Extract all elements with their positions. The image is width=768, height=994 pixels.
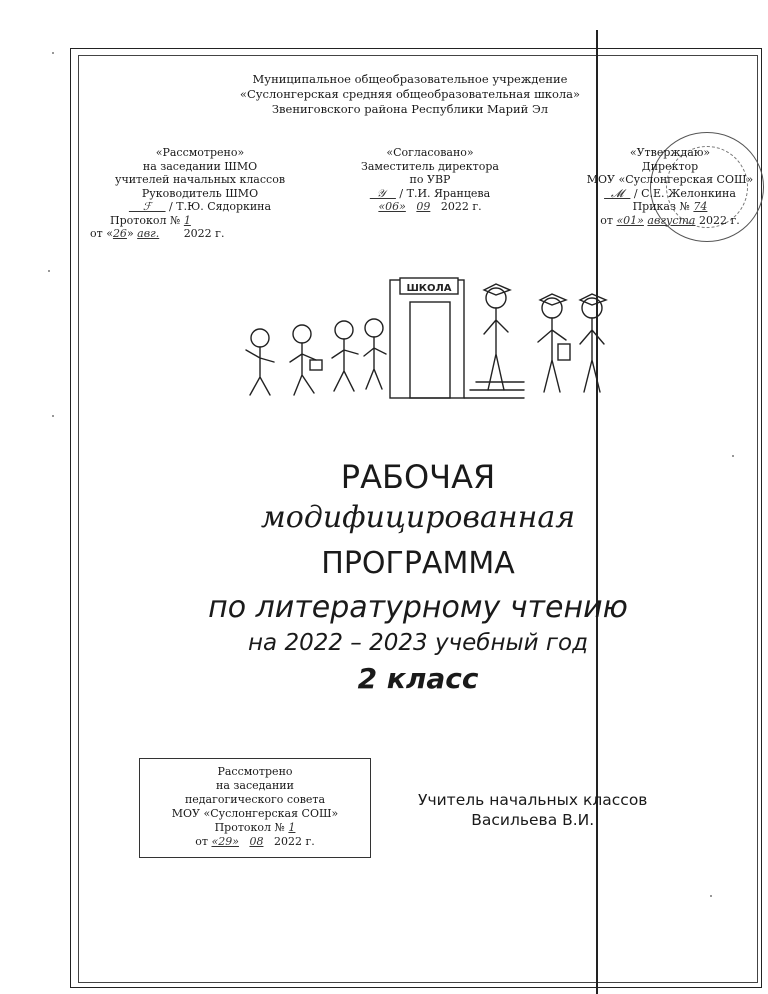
- date-year: 2022 г.: [183, 227, 225, 240]
- signature-mark: 𝒴: [369, 186, 396, 200]
- reviewed-line: на заседании ШМО: [142, 159, 258, 173]
- title-line-6: 2 класс: [357, 662, 479, 695]
- child-figure-2: [290, 325, 322, 395]
- reviewed-date: [90, 227, 300, 241]
- institution-header: [210, 72, 610, 117]
- scan-speck: [52, 52, 54, 54]
- teacher-block: [418, 790, 647, 830]
- approved-title: «Утверждаю»: [629, 146, 711, 159]
- date-year: 2022 г.: [273, 835, 315, 848]
- reviewed-line: учителей начальных классов: [114, 173, 286, 186]
- council-line: педагогического совета: [184, 793, 326, 806]
- council-approval-box: [139, 758, 371, 858]
- scan-speck: [710, 895, 712, 897]
- school-sign-text: ШКОЛА: [406, 283, 452, 294]
- reviewed-protocol: [100, 214, 300, 228]
- council-protocol: [140, 821, 370, 835]
- order-number: 74: [693, 200, 708, 213]
- council-line: Рассмотрено: [217, 765, 293, 778]
- scan-speck: [52, 415, 54, 417]
- graduate-figure-3: [580, 294, 606, 392]
- reviewed-signer: / Т.Ю. Сядоркина: [169, 200, 272, 213]
- scan-speck: [48, 270, 50, 272]
- agreed-line: Заместитель директора: [361, 159, 499, 173]
- protocol-number: 1: [288, 821, 296, 834]
- date-day: «01»: [616, 213, 644, 227]
- date-prefix: от: [195, 835, 208, 848]
- school-door-frame: [390, 280, 464, 398]
- child-figure-4: [364, 319, 386, 389]
- approved-order: [570, 200, 768, 214]
- graduate-figure-2: [538, 294, 570, 392]
- reviewed-signature-row: [100, 200, 300, 214]
- date-month: авг.: [137, 227, 160, 240]
- child-figure-3: [332, 321, 358, 391]
- school-children-illustration: [240, 268, 620, 408]
- approved-block: [570, 146, 768, 227]
- date-year: 2022 г.: [440, 200, 482, 213]
- protocol-label: Протокол №: [110, 213, 181, 227]
- date-day: 26: [112, 227, 127, 240]
- protocol-number: 1: [183, 213, 191, 227]
- council-line: на заседании: [216, 779, 294, 792]
- title-line-2: модифицированная: [260, 500, 576, 535]
- approved-line: МОУ «Суслонгерская СОШ»: [586, 173, 754, 186]
- signature-mark: 𝓜: [604, 186, 631, 200]
- agreed-block: [330, 146, 530, 214]
- approved-date: [570, 214, 768, 228]
- date-year: 2022 г.: [698, 213, 740, 227]
- agreed-line: по УВР: [409, 173, 451, 186]
- approved-line: Директор: [641, 159, 699, 173]
- header-line: «Суслонгерская средняя общеобразовательная школа»: [239, 87, 581, 101]
- date-sep: »: [126, 227, 134, 240]
- child-figure-1: [246, 329, 274, 395]
- approved-signer: / С.Е. Желонкина: [633, 186, 736, 200]
- header-line: Звениговского района Республики Марий Эл: [271, 102, 549, 116]
- teacher-role: Учитель начальных классов: [418, 791, 648, 809]
- graduate-figure-1: [484, 284, 510, 390]
- title-line-4: по литературному чтению: [208, 590, 628, 625]
- header-line: Муниципальное общеобразовательное учреждение: [252, 72, 568, 86]
- school-steps: [464, 382, 524, 398]
- signature-mark: ℱ: [128, 200, 166, 213]
- title-line-5: на 2022 – 2023 учебный год: [248, 630, 588, 656]
- date-month: 08: [249, 835, 264, 848]
- date-month: августа: [647, 213, 696, 227]
- protocol-label: Протокол №: [214, 821, 285, 834]
- agreed-signer: / Т.И. Яранцева: [399, 186, 491, 200]
- school-doorway: [410, 302, 450, 398]
- date-prefix: от «: [90, 227, 113, 240]
- teacher-name: Васильева В.И.: [471, 811, 595, 829]
- date-day: «06»: [378, 200, 406, 213]
- date-prefix: от: [600, 213, 613, 227]
- approved-signature-row: [570, 187, 768, 201]
- agreed-signature-row: [330, 187, 530, 201]
- reviewed-block: [90, 146, 300, 241]
- date-day: «29»: [211, 835, 239, 848]
- date-month: 09: [416, 200, 431, 213]
- council-date: [140, 835, 370, 849]
- reviewed-line: Руководитель ШМО: [141, 186, 259, 200]
- scan-speck: [732, 455, 734, 457]
- reviewed-title: «Рассмотрено»: [155, 146, 245, 159]
- council-line: МОУ «Суслонгерская СОШ»: [171, 807, 339, 820]
- order-label: Приказ №: [632, 200, 690, 213]
- title-line-1: РАБОЧАЯ: [340, 458, 496, 496]
- title-line-3: ПРОГРАММА: [321, 546, 515, 581]
- agreed-title: «Согласовано»: [386, 146, 474, 159]
- agreed-date: [330, 200, 530, 214]
